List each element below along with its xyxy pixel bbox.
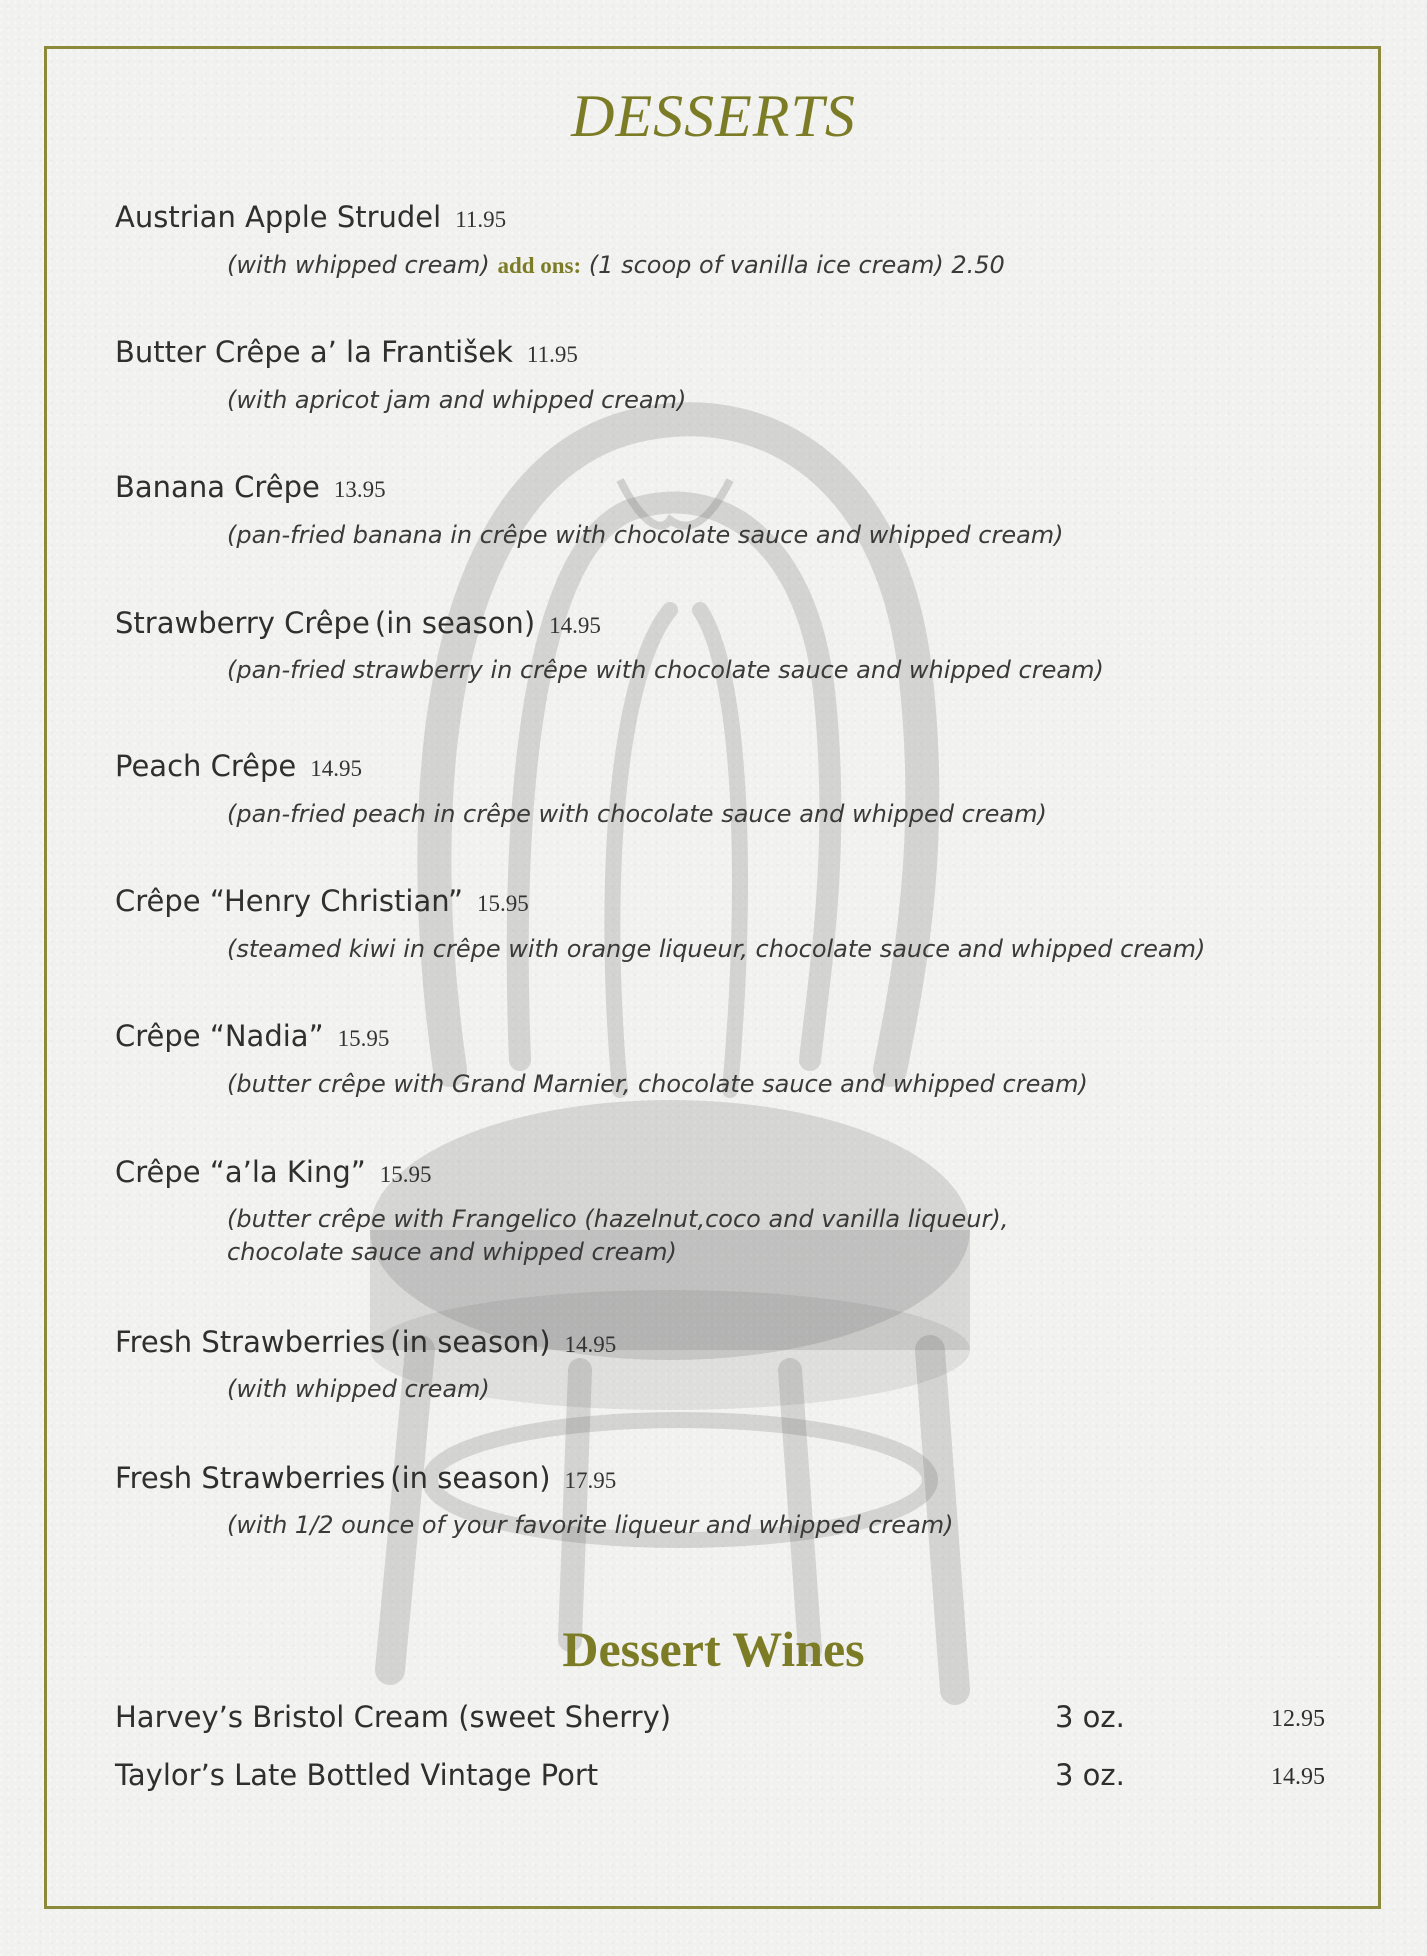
- item-name: Peach Crêpe: [115, 749, 297, 783]
- item-description: (butter crêpe with Frangelico (hazelnut,coco and vanilla liqueur),: [227, 1205, 1009, 1233]
- item-name: Crêpe “a’la King”: [115, 1155, 366, 1189]
- wine-name: Taylor’s Late Bottled Vintage Port: [115, 1758, 599, 1792]
- addons-text: (1 scoop of vanilla ice cream) 2.50: [588, 251, 1005, 279]
- wine-price: 12.95: [1271, 1706, 1325, 1732]
- menu-item: [115, 749, 362, 783]
- addons-label: add ons:: [497, 253, 582, 278]
- menu-item: [115, 884, 529, 918]
- menu-item: [115, 200, 506, 234]
- item-description-line2: chocolate sauce and whipped cream): [227, 1238, 677, 1266]
- menu-item: [115, 606, 601, 640]
- menu-item: [115, 335, 578, 369]
- item-price: 15.95: [477, 891, 529, 916]
- item-name: Fresh Strawberries: [115, 1325, 386, 1359]
- item-name: Crêpe “Nadia”: [115, 1019, 324, 1053]
- wine-size: 3 oz.: [1055, 1700, 1125, 1734]
- section-title-dessert-wines: Dessert Wines: [562, 1621, 865, 1677]
- item-description: (steamed kiwi in crêpe with orange liqueur, chocolate sauce and whipped cream): [227, 935, 1206, 963]
- item-description: (with whipped cream): [227, 1375, 490, 1403]
- item-price: 14.95: [549, 613, 601, 638]
- item-price: 15.95: [379, 1162, 432, 1187]
- item-note: (in season): [390, 1461, 551, 1495]
- item-price: 14.95: [564, 1332, 617, 1357]
- item-price: 13.95: [333, 477, 386, 502]
- wine-name: Harvey’s Bristol Cream (sweet Sherry): [115, 1700, 672, 1734]
- item-price: 17.95: [564, 1468, 617, 1493]
- menu-item: [115, 1461, 616, 1495]
- item-price: 11.95: [526, 342, 578, 367]
- menu-item: [115, 1155, 432, 1189]
- menu-item: [115, 470, 386, 504]
- item-note: (in season): [390, 1325, 551, 1359]
- wine-row: [115, 1700, 1325, 1740]
- item-name: Banana Crêpe: [115, 470, 320, 504]
- page-title: DESSERTS: [571, 83, 856, 149]
- item-name: Strawberry Crêpe: [115, 606, 370, 640]
- item-note: (in season): [374, 606, 536, 640]
- item-name: Austrian Apple Strudel: [115, 200, 442, 234]
- item-description-text: (with whipped cream): [227, 251, 490, 279]
- wine-price: 14.95: [1271, 1764, 1325, 1790]
- item-name: Fresh Strawberries: [115, 1461, 386, 1495]
- item-price: 14.95: [310, 756, 362, 781]
- wine-size: 3 oz.: [1055, 1758, 1125, 1792]
- wine-row: [115, 1758, 1325, 1798]
- item-description: (pan-fried peach in crêpe with chocolate sauce and whipped cream): [227, 800, 1047, 828]
- item-description: [227, 249, 1005, 282]
- item-description: (with apricot jam and whipped cream): [227, 386, 687, 414]
- item-description: (with 1/2 ounce of your favorite liqueur and whipped cream): [227, 1511, 954, 1539]
- item-name: Butter Crêpe a’ la František: [115, 335, 513, 369]
- item-description: (pan-fried strawberry in crêpe with chocolate sauce and whipped cream): [227, 656, 1104, 684]
- item-description: (butter crêpe with Grand Marnier, chocolate sauce and whipped cream): [227, 1070, 1088, 1098]
- menu-item: [115, 1019, 389, 1053]
- item-description: (pan-fried banana in crêpe with chocolate sauce and whipped cream): [227, 521, 1064, 549]
- item-name: Crêpe “Henry Christian”: [115, 884, 464, 918]
- item-price: 11.95: [455, 207, 507, 232]
- item-price: 15.95: [337, 1026, 390, 1051]
- menu-item: [115, 1325, 616, 1359]
